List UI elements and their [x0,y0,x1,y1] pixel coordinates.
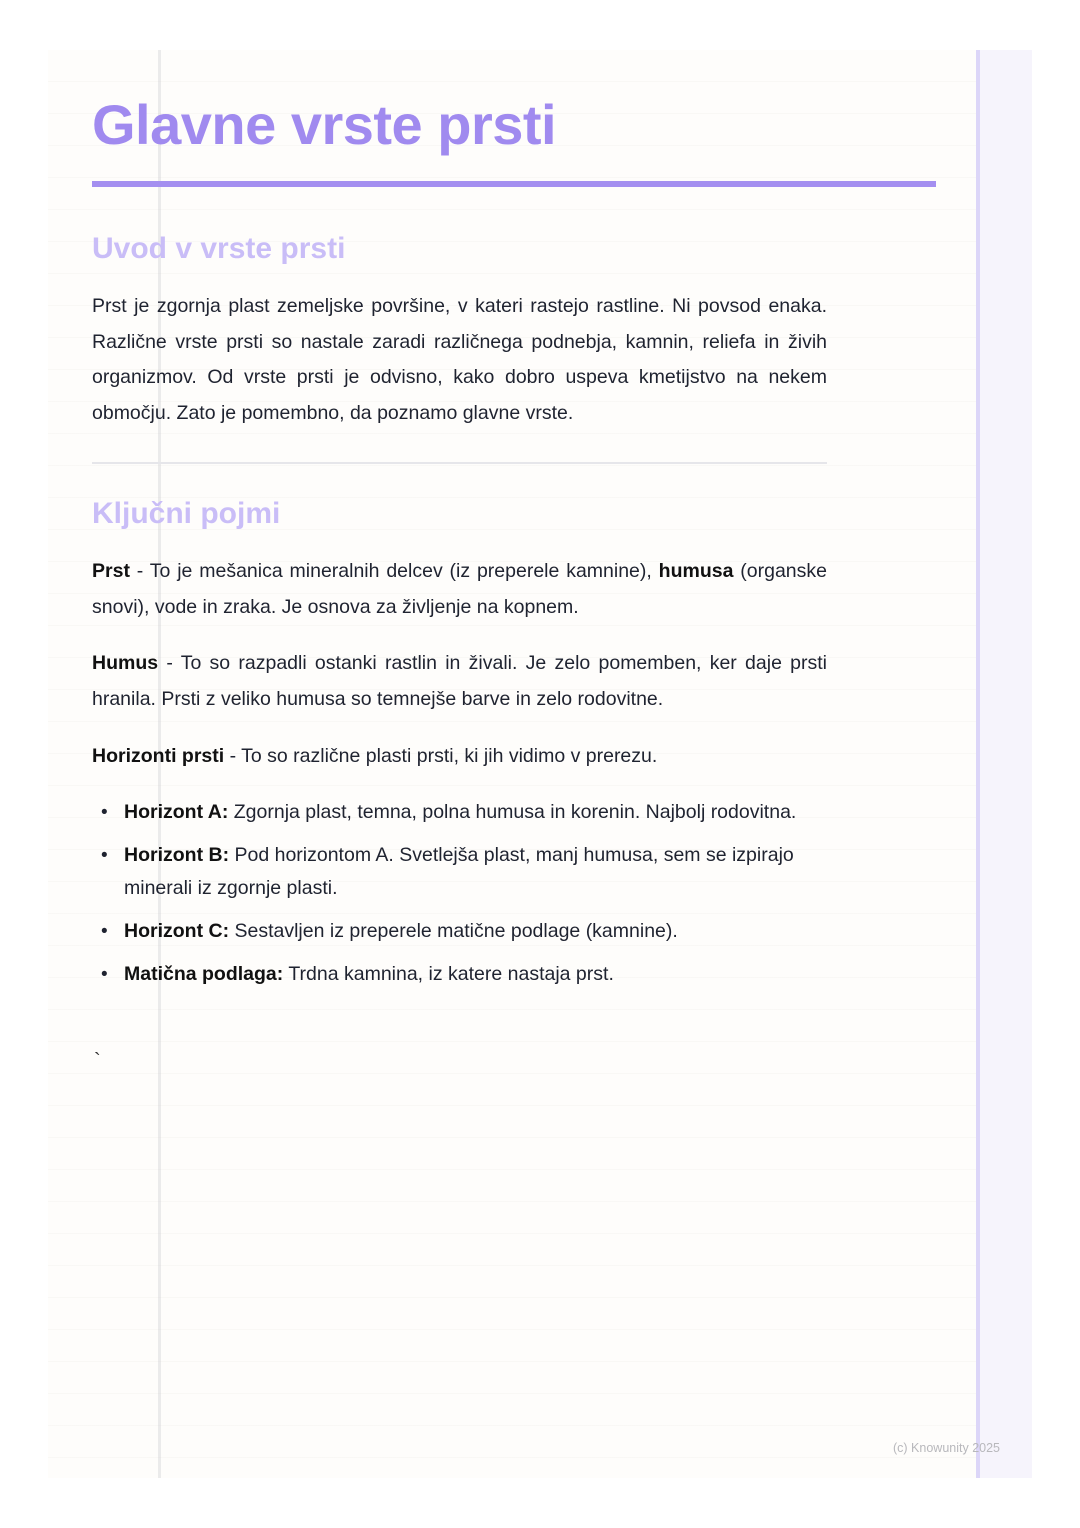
term-prst [92,554,827,625]
term-humus-text: - To so razpadli ostanki rastlin in živali. Je zelo pomemben, ker daje prsti hranila. Prsti z veliko humusa so temnejše barve in zelo rodovitne. [92,652,827,710]
list-item-term: Horizont B: [124,844,230,866]
list-item [92,796,827,829]
copyright-footer: (c) Knowunity 2025 [893,1441,1001,1455]
term-humus [92,646,827,717]
term-horizonti-label: Horizonti prsti [92,745,225,767]
term-prst-text-a: - To je mešanica mineralnih delcev (iz preperele kamnine), [129,560,659,582]
bullet-icon: • [101,802,108,823]
title-underline [92,181,936,187]
stray-mark: ` [94,1050,101,1072]
page-edge-stripe [976,50,980,1478]
term-horizonti-text: - To so različne plasti prsti, ki jih vidimo v prerezu. [224,745,658,767]
horizon-list [92,796,827,1001]
list-item-text: Zgornja plast, temna, polna humusa in korenin. Najbolj rodovitna. [228,801,797,823]
list-item-term: Horizont A: [124,801,229,823]
list-item-term: Horizont C: [124,920,230,942]
bullet-icon: • [101,964,108,985]
page-edge-band [976,50,1032,1478]
section-divider [92,462,827,464]
list-item-text: Sestavljen iz preperele matične podlage (kamnine). [229,920,678,942]
intro-heading: Uvod v vrste prsti [92,232,346,265]
list-item-term: Matična podlaga: [124,963,284,985]
term-humus-label: Humus [92,652,159,674]
bullet-icon: • [101,921,108,942]
bullet-icon: • [101,845,108,866]
list-item-text: Pod horizontom A. Svetlejša plast, manj humusa, sem se izpirajo minerali iz zgornje plasti. [124,844,794,899]
page-title: Glavne vrste prsti [92,93,557,156]
key-terms-heading: Ključni pojmi [92,497,281,530]
term-horizonti [92,739,827,775]
term-prst-label: Prst [92,560,130,582]
term-prst-humus: humusa [658,560,734,582]
list-item [92,915,827,948]
list-item-text: Trdna kamnina, iz katere nastaja prst. [283,963,614,985]
list-item [92,839,827,905]
term-prst-text-b: (organske snovi), vode in zraka. Je osnova za življenje na kopnem. [92,560,827,618]
list-item [92,958,827,991]
intro-paragraph: Prst je zgornja plast zemeljske površine, v kateri rastejo rastline. Ni povsod enaka. Različne vrste prsti so nastale zaradi različnega podnebja, kamnin, reliefa in živih organizmov. Od vrste prsti je odvisno, kako dobro uspeva kmetijstvo na nekem območju. Zato je pomembno, da poznamo glavne vrste. [92,295,827,424]
